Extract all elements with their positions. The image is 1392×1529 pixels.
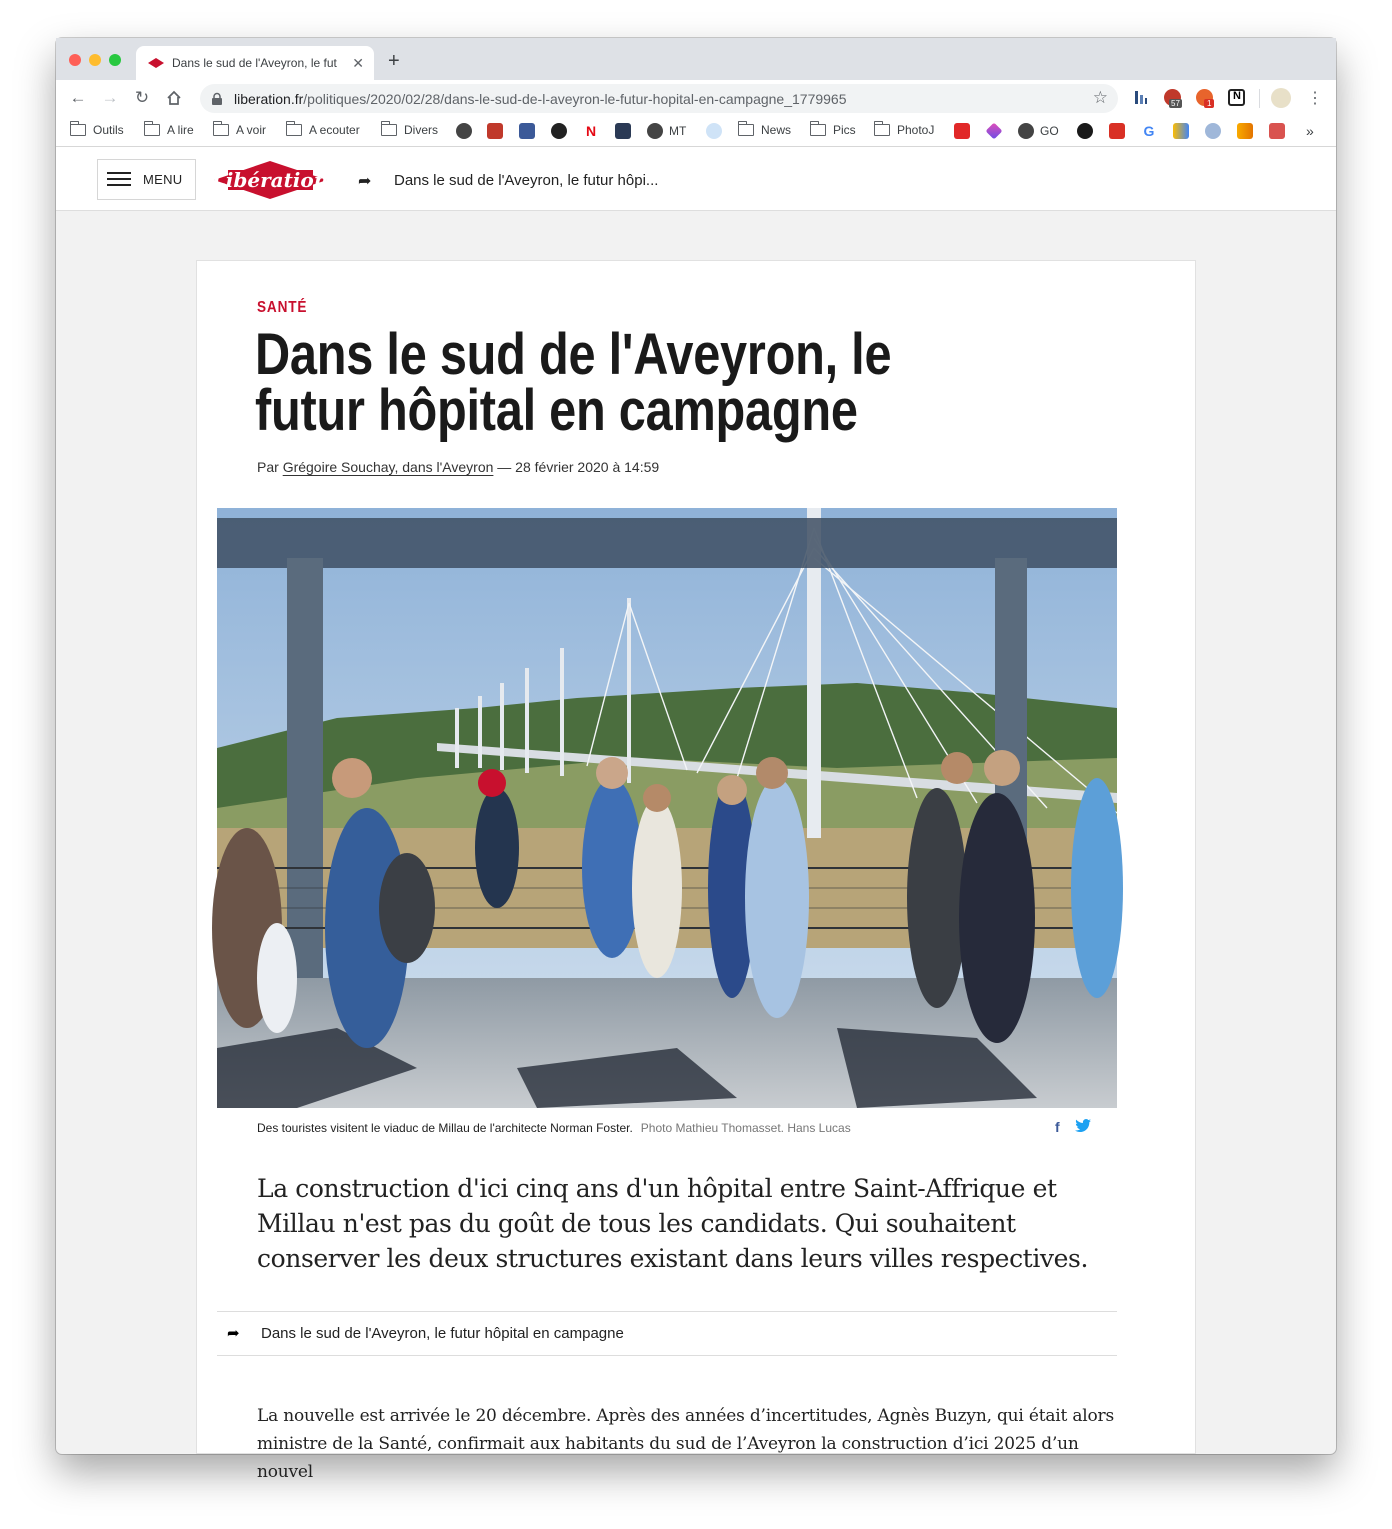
bookmark-folder-a-ecouter[interactable]	[286, 123, 360, 137]
bookmark-pix[interactable]	[487, 123, 509, 139]
url-host: liberation.fr	[234, 90, 304, 107]
bus-icon	[1269, 123, 1285, 139]
bookmark-label: PhotoJ	[897, 123, 935, 137]
circle-icon	[1077, 123, 1093, 139]
menu-label: MENU	[143, 172, 183, 187]
home-icon[interactable]	[164, 88, 184, 108]
logo-text: Libération	[211, 168, 329, 192]
bookmark-github[interactable]	[551, 123, 573, 139]
folder-icon	[213, 124, 229, 136]
tab-title: Dans le sud de l'Aveyron, le fut	[172, 56, 337, 70]
hamburger-icon	[107, 172, 131, 187]
bookmark-analytics[interactable]	[1237, 123, 1259, 139]
folder-icon	[144, 124, 160, 136]
browser-menu-icon[interactable]: ⋮	[1307, 90, 1323, 107]
address-bar[interactable]	[200, 84, 1118, 113]
bookmark-label: A voir	[236, 123, 267, 137]
bookmark-netflix[interactable]	[583, 123, 605, 139]
extension-badge: 1	[1204, 99, 1214, 108]
article-card	[196, 260, 1196, 1482]
window-controls	[69, 54, 121, 66]
alert-icon	[1109, 123, 1125, 139]
bookmark-folder-news[interactable]	[738, 123, 791, 137]
bookmarks-overflow-icon[interactable]: »	[1306, 123, 1314, 139]
adblock-extension-icon[interactable]	[1164, 89, 1181, 106]
bookmarks-bar	[56, 117, 1336, 147]
photo-credit: Photo Mathieu Thomasset. Hans Lucas	[640, 1121, 851, 1135]
share-arrow-icon: ➦	[227, 1325, 240, 1342]
bookmark-google-ads[interactable]	[1173, 123, 1195, 139]
lock-icon	[212, 93, 222, 105]
bookmark-mt[interactable]	[647, 123, 686, 139]
photo-caption	[257, 1121, 851, 1135]
article-date: — 28 février 2020 à 14:59	[497, 459, 660, 475]
close-tab-icon[interactable]: ✕	[352, 54, 364, 71]
folder-icon	[810, 124, 826, 136]
folder-icon	[381, 124, 397, 136]
bookmark-folder-a-voir[interactable]	[213, 123, 266, 137]
twitter-share-icon[interactable]	[1075, 1119, 1091, 1133]
close-window-button[interactable]	[69, 54, 81, 66]
site-header	[56, 147, 1336, 211]
extension-bars-icon[interactable]	[1132, 89, 1149, 106]
browser-window	[56, 38, 1336, 1482]
folder-icon	[874, 124, 890, 136]
bookmark-google[interactable]	[1141, 123, 1163, 139]
bookmark-go[interactable]	[1018, 123, 1059, 139]
menu-button[interactable]	[97, 159, 196, 200]
bookmark-folder-photoj[interactable]	[874, 123, 934, 137]
gem-icon	[986, 123, 1003, 140]
bookmark-label: Pics	[833, 123, 856, 137]
article-photo	[217, 508, 1117, 1108]
notification-extension-icon[interactable]	[1196, 89, 1213, 106]
bookmark-folder-outils[interactable]	[70, 123, 124, 137]
ads-icon	[1173, 123, 1189, 139]
bookmark-flipboard[interactable]	[954, 123, 976, 139]
pix-icon	[487, 123, 503, 139]
bookmark-label: GO	[1040, 124, 1059, 138]
bookmark-cube[interactable]	[615, 123, 637, 139]
bookmark-wifi[interactable]	[1205, 123, 1227, 139]
share-bar[interactable]	[217, 1311, 1117, 1356]
browser-toolbar	[56, 80, 1336, 117]
notion-extension-icon[interactable]: N	[1228, 89, 1245, 106]
author-link[interactable]: Grégoire Souchay, dans l'Aveyron	[282, 459, 494, 475]
back-icon[interactable]: ←	[69, 88, 87, 107]
wifi-icon	[1205, 123, 1221, 139]
browser-tab[interactable]	[136, 46, 374, 80]
article-lead: La construction d'ici cinq ans d'un hôpital entre Saint-Affrique et Millau n'est pas du goût de tous les candidats. Qui souhaitent conserver les deux structures existant dans leurs villes respectives.	[257, 1174, 1089, 1273]
bookmark-label: A lire	[167, 123, 194, 137]
extension-badge: 57	[1171, 99, 1180, 108]
bookmark-folder-a-lire[interactable]	[144, 123, 194, 137]
bookmark-label: Divers	[404, 123, 439, 137]
bookmark-gem[interactable]	[986, 123, 1008, 139]
article-body: La nouvelle est arrivée le 20 décembre. Après des années d’incertitudes, Agnès Buzyn, qui était alors ministre de la Santé, confirmait aux habitants du sud de l’Aveyron la construction d’ici 2025 d’un nouvel	[257, 1406, 1115, 1482]
share-bar-label: Dans le sud de l'Aveyron, le futur hôpital en campagne	[261, 1325, 624, 1342]
bookmark-folder-pics[interactable]	[810, 123, 856, 137]
toolbar-divider	[1259, 89, 1260, 108]
liberation-favicon-icon	[148, 58, 164, 68]
byline-prefix: Par	[257, 459, 279, 475]
liberation-logo[interactable]	[211, 161, 329, 199]
bookmark-alert[interactable]	[1109, 123, 1131, 139]
bookmark-bus[interactable]	[1269, 123, 1291, 139]
bookmark-label: MT	[669, 124, 687, 138]
caption-text: Des touristes visitent le viaduc de Millau de l'architecte Norman Foster.	[257, 1121, 633, 1135]
byline	[257, 459, 659, 475]
bookmark-dark-circle[interactable]	[1077, 123, 1099, 139]
netflix-icon: N	[583, 123, 599, 139]
tab-strip	[56, 38, 1336, 80]
folder-icon	[70, 124, 86, 136]
forward-icon[interactable]: →	[101, 88, 119, 107]
facebook-icon	[519, 123, 535, 139]
article-rubric[interactable]: SANTÉ	[257, 299, 308, 316]
bookmark-facebook[interactable]	[519, 123, 541, 139]
github-icon	[551, 123, 567, 139]
bookmark-label: Outils	[93, 123, 124, 137]
1password-icon	[706, 123, 722, 139]
cube-icon	[615, 123, 631, 139]
globe-icon	[647, 123, 663, 139]
url-path: /politiques/2020/02/28/dans-le-sud-de-l-aveyron-le-futur-hopital-en-campagne_1779965	[303, 90, 847, 107]
bookmark-globe[interactable]	[456, 123, 478, 139]
bookmark-label: A ecouter	[309, 123, 360, 137]
facebook-share-icon[interactable]: f	[1055, 1119, 1060, 1135]
profile-avatar[interactable]	[1271, 88, 1291, 108]
minimize-window-button[interactable]	[89, 54, 101, 66]
article-headline: Dans le sud de l'Aveyron, le futur hôpital en campagne	[255, 322, 892, 443]
bookmark-star-icon[interactable]: ☆	[1092, 88, 1108, 107]
reload-icon[interactable]: ↻	[134, 88, 150, 107]
share-arrow-icon: ➦	[358, 173, 372, 190]
globe-icon	[1018, 123, 1034, 139]
globe-icon	[456, 123, 472, 139]
folder-icon	[738, 124, 754, 136]
flipboard-icon	[954, 123, 970, 139]
bookmark-label: News	[761, 123, 792, 137]
new-tab-button[interactable]: +	[388, 50, 400, 72]
analytics-icon	[1237, 123, 1253, 139]
bookmark-1password[interactable]	[706, 123, 728, 139]
header-headline: Dans le sud de l'Aveyron, le futur hôpi...	[394, 172, 659, 189]
folder-icon	[286, 124, 302, 136]
bookmark-folder-divers[interactable]	[381, 123, 438, 137]
zoom-window-button[interactable]	[109, 54, 121, 66]
google-icon: G	[1141, 123, 1157, 139]
